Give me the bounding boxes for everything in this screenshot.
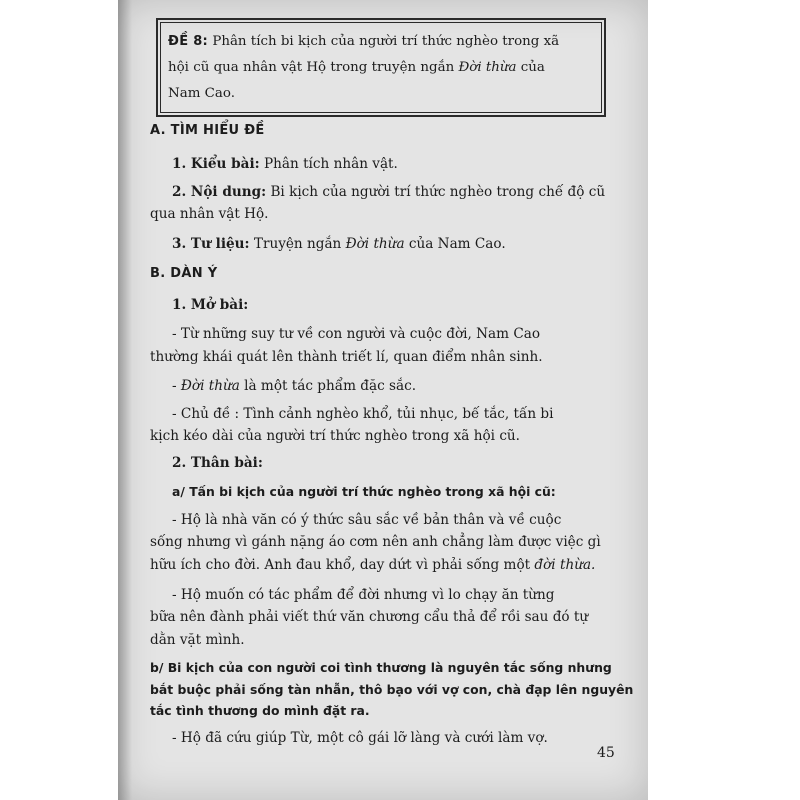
a-p2-l1: - Hộ muốn có tác phẩm để đời nhưng vì lo chạy ăn từng	[172, 587, 555, 603]
b-p1-l1: - Hộ đã cứu giúp Từ, một cô gái lỡ làng và cưới làm vợ.	[172, 730, 548, 746]
item-tu-lieu: 3. Tư liệu: Truyện ngắn Đời thừa của Nam Cao.	[172, 236, 506, 252]
title-line-2: hội cũ qua nhân vật Hộ trong truyện ngắn Đời thừa của	[168, 60, 545, 75]
mo-bai-label: 1. Mở bài:	[172, 297, 249, 313]
item-noi-dung: 2. Nội dung: Bi kịch của người trí thức nghèo trong chế độ cũ	[172, 184, 606, 200]
item-noi-dung-cont: qua nhân vật Hộ.	[150, 206, 269, 222]
sub-heading-b-l2: bắt buộc phải sống tàn nhẫn, thô bạo với vợ con, chà đạp lên nguyên	[150, 682, 634, 697]
a-p2-l2: bữa nên đành phải viết thứ văn chương cẩu thả để rồi sau đó tự	[150, 609, 589, 625]
exercise-title-box	[156, 18, 606, 117]
mo-bai-p3-l1: - Chủ đề : Tình cảnh nghèo khổ, tủi nhục, bế tắc, tấn bi	[172, 406, 554, 422]
section-b-heading: B. DÀN Ý	[150, 266, 218, 281]
a-p1-l1: - Hộ là nhà văn có ý thức sâu sắc về bản thân và về cuộc	[172, 512, 562, 528]
section-a-heading: A. TÌM HIỂU ĐỀ	[150, 123, 265, 138]
a-p2-l3: dằn vặt mình.	[150, 632, 245, 648]
item-kieu-bai: 1. Kiểu bài: Phân tích nhân vật.	[172, 156, 398, 172]
book-page	[118, 0, 648, 800]
a-p1-l3: hữu ích cho đời. Anh đau khổ, day dứt vì phải sống một đời thừa.	[150, 557, 596, 573]
page-number: 45	[597, 745, 615, 761]
a-p1-l2: sống nhưng vì gánh nặng áo cơm nên anh chẳng làm được việc gì	[150, 534, 601, 550]
mo-bai-p2: - Đời thừa là một tác phẩm đặc sắc.	[172, 378, 417, 394]
than-bai-label: 2. Thân bài:	[172, 455, 263, 471]
page-gutter-shadow	[118, 0, 132, 800]
mo-bai-p3-l2: kịch kéo dài của người trí thức nghèo trong xã hội cũ.	[150, 428, 521, 444]
mo-bai-p1-l2: thường khái quát lên thành triết lí, quan điểm nhân sinh.	[150, 349, 543, 365]
sub-heading-a: a/ Tấn bi kịch của người trí thức nghèo trong xã hội cũ:	[172, 484, 556, 499]
sub-heading-b-l1: b/ Bi kịch của con người coi tình thương là nguyên tắc sống nhưng	[150, 660, 612, 675]
mo-bai-p1-l1: - Từ những suy tư về con người và cuộc đời, Nam Cao	[172, 326, 541, 342]
title-line-3: Nam Cao.	[168, 86, 235, 101]
title-line-1: ĐỀ 8: Phân tích bi kịch của người trí thức nghèo trong xã	[168, 34, 560, 49]
sub-heading-b-l3: tắc tình thương do mình đặt ra.	[150, 703, 370, 718]
